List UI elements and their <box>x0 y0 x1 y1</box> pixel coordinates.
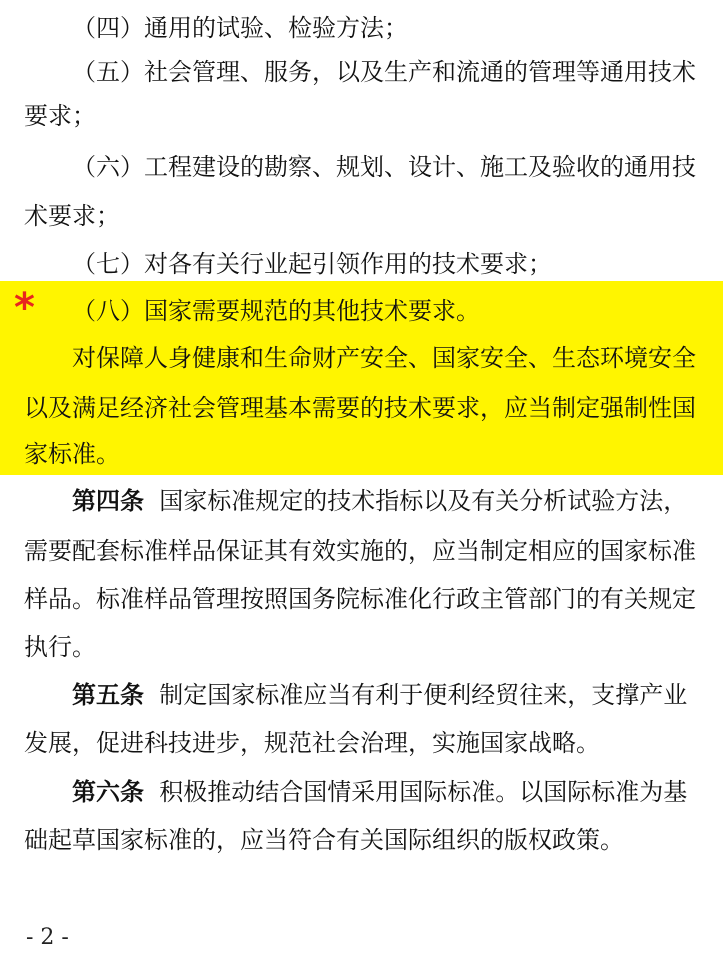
text-line: 样品。标准样品管理按照国务院标准化行政主管部门的有关规定 <box>24 585 696 613</box>
article-4-line <box>0 473 723 529</box>
text-line: 对保障人身健康和生命财产安全、国家安全、生态环境安全 <box>72 344 696 372</box>
article-5-text: 制定国家标准应当有利于便利经贸往来，支撑产业 <box>159 681 688 709</box>
text-line: （六）工程建设的勘察、规划、设计、施工及验收的通用技 <box>72 153 696 181</box>
article-6-text: 积极推动结合国情采用国际标准。以国际标准为基 <box>159 778 688 806</box>
page-number: - 2 - <box>26 925 69 950</box>
article-6-heading: 第六条 <box>72 777 144 806</box>
text-line: 以及满足经济社会管理基本需要的技术要求，应当制定强制性国 <box>24 394 696 422</box>
text-line: （七）对各有关行业起引领作用的技术要求； <box>72 250 552 278</box>
text-line: 发展，促进科技进步，规范社会治理，实施国家战略。 <box>24 729 600 757</box>
text-line: 要求； <box>24 102 96 130</box>
text-line: 术要求； <box>24 202 120 230</box>
article-5-heading: 第五条 <box>72 680 144 709</box>
article-4-text: 国家标准规定的技术指标以及有关分析试验方法， <box>159 487 688 515</box>
text-line: （五）社会管理、服务，以及生产和流通的管理等通用技术 <box>72 58 696 86</box>
text-line: （四）通用的试验、检验方法； <box>72 14 408 42</box>
text-line: （八）国家需要规范的其他技术要求。 <box>72 297 480 325</box>
asterisk-marker-icon: * <box>14 285 35 331</box>
text-line: 础起草国家标准的，应当符合有关国际组织的版权政策。 <box>24 826 624 854</box>
text-line: 家标准。 <box>24 440 120 468</box>
text-line: 执行。 <box>24 633 96 661</box>
article-4-heading: 第四条 <box>72 486 144 515</box>
text-line: 需要配套标准样品保证其有效实施的，应当制定相应的国家标准 <box>24 537 696 565</box>
